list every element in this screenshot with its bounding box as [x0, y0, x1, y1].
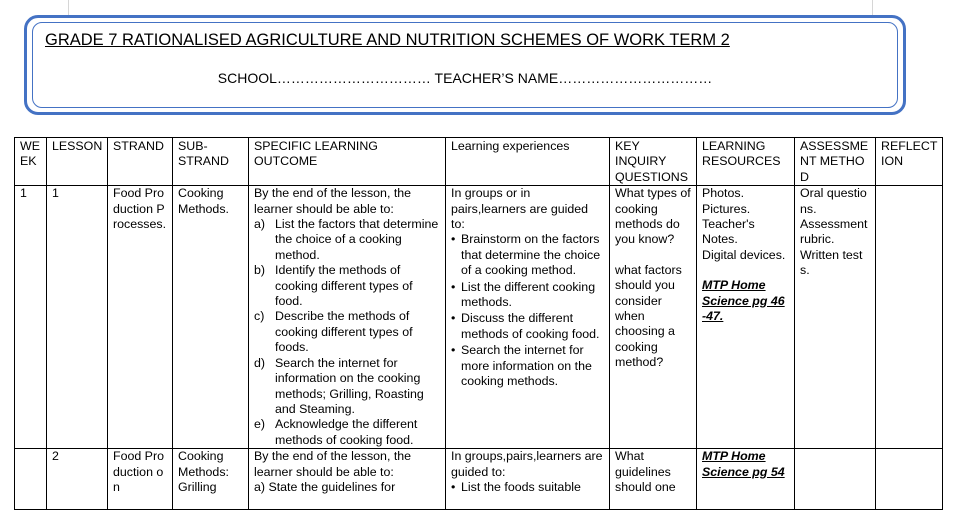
assessment-item: Written tests. [800, 247, 863, 278]
header-key-inquiry-questions: KEY INQUIRY QUESTIONS [610, 138, 697, 186]
cell-assessment-method [795, 449, 876, 510]
document-title: GRADE 7 RATIONALISED AGRICULTURE AND NUTRITION SCHEMES OF WORK TERM 2 [45, 31, 730, 49]
list-item: • List the foods suitable [451, 480, 605, 495]
scheme-of-work-table [14, 137, 943, 510]
experience-intro: In groups,pairs,learners are guided to: [451, 449, 603, 479]
header-learning-resources: LEARNING RESOURCES [697, 138, 795, 186]
outcome-intro: By the end of the lesson, the learner should be able to: [254, 449, 412, 479]
header-week: WEEK [15, 138, 47, 186]
experience-list [451, 480, 605, 495]
resource-item: Photos. [702, 186, 745, 201]
list-item: • List the different cooking methods. [451, 280, 605, 311]
cell-learning-outcome [249, 186, 446, 449]
cell-strand: Food Production on [108, 449, 173, 510]
assessment-item: Oral questions. [800, 186, 867, 216]
cell-learning-outcome [249, 449, 446, 510]
header-learning-outcome: SPECIFIC LEARNING OUTCOME [249, 138, 446, 186]
resource-reference: MTP Home Science pg 46 -47. [702, 278, 785, 324]
list-item [254, 217, 441, 263]
list-item [254, 263, 441, 309]
header-lesson: LESSON [47, 138, 108, 186]
table-header-row [15, 138, 943, 186]
cell-week [15, 449, 47, 510]
list-label: b) [254, 263, 266, 278]
resource-item: Teacher's Notes. [702, 217, 755, 247]
cell-key-inquiry-questions [610, 186, 697, 449]
header-sub-strand: SUB-STRAND [173, 138, 249, 186]
list-label: d) [254, 355, 266, 370]
cell-learning-resources [697, 186, 795, 449]
cell-lesson: 2 [47, 449, 108, 510]
cell-learning-experiences [446, 449, 610, 510]
cell-week: 1 [15, 186, 47, 449]
cell-strand: Food Production Processes. [108, 186, 173, 449]
cell-reflection [876, 449, 943, 510]
list-text: Acknowledge the different methods of cooking food. [275, 417, 418, 447]
assessment-item: Assessment rubric. [800, 217, 868, 247]
list-item [254, 309, 441, 355]
resource-item: Digital devices. [702, 247, 786, 262]
experience-list [451, 232, 605, 389]
list-item [254, 356, 441, 418]
list-text: Search the internet for information on the cooking methods; Grilling, Roasting and Steaming. [275, 355, 424, 416]
list-item: • Search the internet for more information on the cooking methods. [451, 343, 605, 389]
cell-reflection [876, 186, 943, 449]
header-strand: STRAND [108, 138, 173, 186]
header-assessment-method: ASSESSMENT METHOD [795, 138, 876, 186]
outcome-partial: a) State the guidelines for [254, 479, 396, 494]
list-item [254, 417, 441, 448]
cell-learning-resources [697, 449, 795, 510]
outcome-list [254, 217, 441, 448]
cell-key-inquiry-questions: What guidelines should one [610, 449, 697, 510]
list-text: Describe the methods of cooking different types of foods. [275, 309, 413, 355]
cell-learning-experiences [446, 186, 610, 449]
list-item: • Discuss the different methods of cooking food. [451, 311, 605, 342]
school-teacher-line: SCHOOL…………………………… TEACHER’S NAME…………………………… [217, 70, 713, 86]
list-text: List the factors that determine the choice of a cooking method. [275, 217, 439, 262]
list-text: Identify the methods of cooking different types of food. [275, 263, 413, 309]
cell-sub-strand: Cooking Methods: Grilling [173, 449, 249, 510]
resource-reference: MTP Home Science pg 54 [702, 449, 785, 479]
list-label: c) [254, 309, 265, 324]
title-box [24, 15, 906, 115]
outcome-intro: By the end of the lesson, the learner should be able to: [254, 186, 412, 216]
resource-item: Pictures. [702, 201, 751, 216]
question-text: What types of cooking methods do you know? [615, 186, 691, 247]
list-item: • Brainstorm on the factors that determine the choice of a cooking method. [451, 232, 605, 278]
table-row [15, 449, 943, 510]
header-reflection: REFLECTION [876, 138, 943, 186]
question-text: what factors should you consider when choosing a cooking method? [615, 262, 682, 370]
cell-lesson: 1 [47, 186, 108, 449]
list-label: a) [254, 217, 266, 232]
header-learning-experiences: Learning experiences [446, 138, 610, 186]
table-row [15, 186, 943, 449]
cell-assessment-method [795, 186, 876, 449]
cell-sub-strand: Cooking Methods. [173, 186, 249, 449]
list-label: e) [254, 417, 266, 432]
experience-intro: In groups or in pairs,learners are guided to: [451, 186, 589, 232]
